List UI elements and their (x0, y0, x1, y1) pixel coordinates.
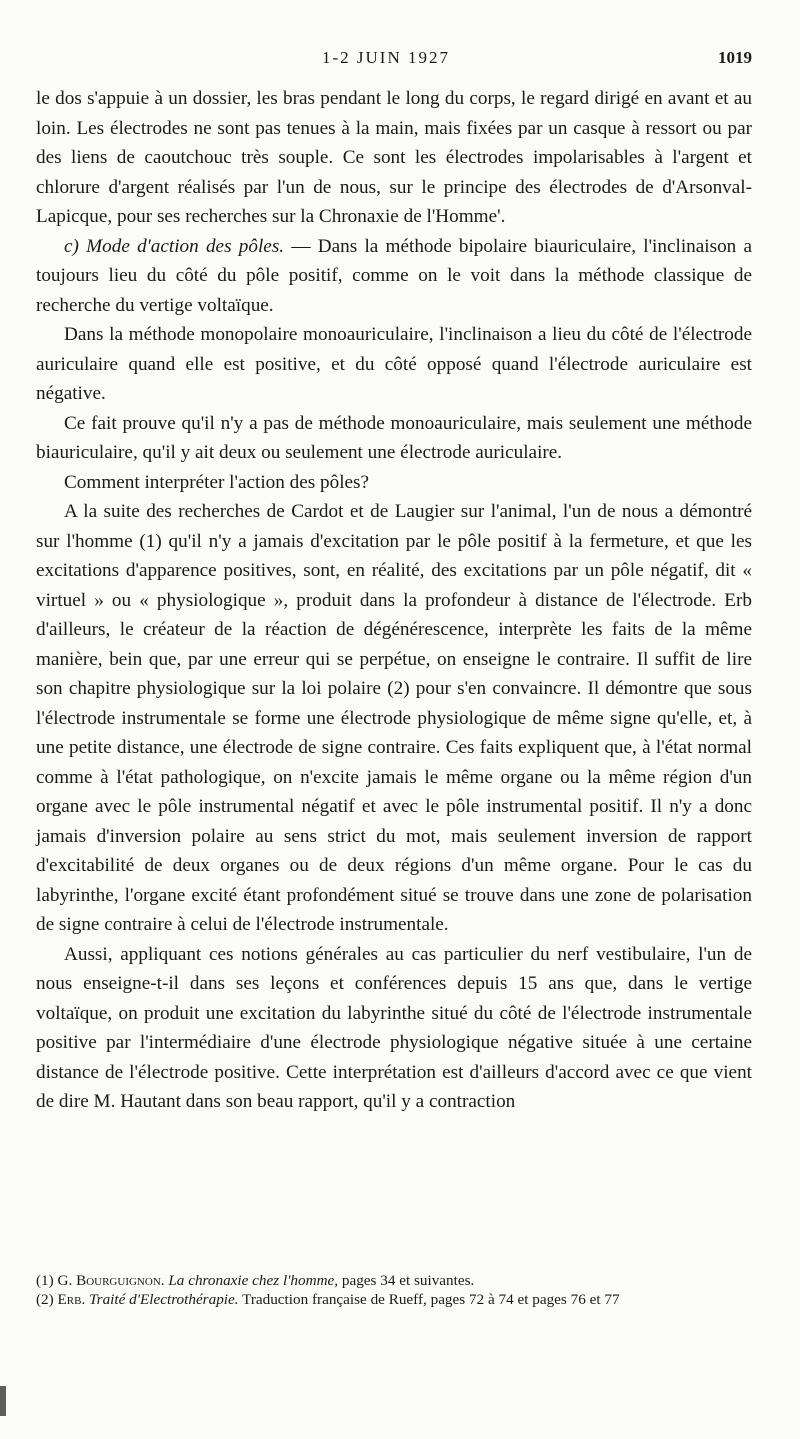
body-text (36, 84, 752, 1117)
footnote-title: Traité d'Electrothérapie. (89, 1291, 239, 1308)
section-heading: c) Mode d'action des pôles. (64, 235, 285, 257)
footnote-author: G. Bourguignon. (57, 1272, 165, 1289)
section-dash: — (291, 235, 311, 257)
scan-edge-mark (0, 1386, 6, 1416)
footnote-2 (36, 1290, 752, 1309)
paragraph-text: Dans la méthode bipolaire biauriculaire, l'inclinaison a toujours lieu du côté du pôle positif, comme on le voit dans la méthode classique de recherche du vertige voltaïque. (36, 235, 753, 316)
paragraph: le dos s'appuie à un dossier, les bras pendant le long du corps, le regard dirigé en avant et au loin. Les électrodes ne sont pas tenues à la main, mais fixées par un casque à ressort ou par des liens de caoutchouc très souple. Ce sont les électrodes impolarisables à l'argent et chlorure d'argent réalisés par l'un de nous, sur le principe des électrodes de d'Arsonval-Lapicque, pour ses recherches sur la Chronaxie de l'Homme'. (36, 88, 752, 227)
footnote-text: Traduction française de Rueff, pages 72 à 74 et pages 76 et 77 (242, 1291, 620, 1308)
paragraph: A la suite des recherches de Cardot et de Laugier sur l'animal, l'un de nous a démontré sur l'homme (1) qu'il n'y a jamais d'excitation par le pôle positif à la fermeture, et que les excitations d'apparence positives, sont, en réalité, des excitations par un pôle négatif, dit « virtuel » ou « physiologique », produit dans la profondeur à distance de l'électrode. Erb d'ailleurs, le créateur de la réaction de dégénérescence, interprète les faits de la même manière, bein que, par une erreur qui se perpétue, on enseigne le contraire. Il suffit de lire son chapitre physiologique sur la loi polaire (2) pour s'en convaincre. Il démontre que sous l'électrode instrumentale se forme une électrode physiologique de même signe qu'elle, et, à une petite distance, une électrode de signe contraire. Ces faits expliquent que, à l'état normal comme à l'état pathologique, on n'excite jamais le même organe ou la même région d'un organe avec le pôle instrumental négatif et avec le pôle instrumental positif. Il n'y a donc jamais d'inversion polaire au sens strict du mot, mais seulement inversion de rapport d'excitabilité de deux organes ou de deux régions d'un même organe. Pour le cas du labyrinthe, l'organe excité étant profondément situé se trouve dans une zone de polarisation de signe contraire à celui de l'électrode instrumentale. (36, 501, 752, 935)
footnote-author: Erb. (57, 1291, 86, 1308)
paragraph: Dans la méthode monopolaire monoauriculaire, l'inclinaison a lieu du côté de l'électrode auriculaire quand elle est positive, et du côté opposé quand l'électrode auriculaire est négative. (36, 324, 752, 404)
paragraph: Comment interpréter l'action des pôles? (64, 471, 370, 493)
paragraph-section-c (36, 232, 752, 321)
footnote-marker: (2) (36, 1291, 54, 1308)
paragraph: Aussi, appliquant ces notions générales au cas particulier du nerf vestibulaire, l'un de nous enseigne-t-il dans ses leçons et conférences depuis 15 ans que, dans le vertige voltaïque, on produit une excitation du labyrinthe situé du côté de l'électrode instrumentale positive par l'intermédiaire d'une électrode physiologique négative située à une certaine distance de l'électrode positive. Cette interprétation est d'ailleurs d'accord avec ce que vient de dire M. Hautant dans son beau rapport, qu'il y a contraction (36, 943, 752, 1112)
footnotes (36, 1271, 752, 1309)
running-header (0, 48, 800, 72)
footnote-text: pages 34 et suivantes. (341, 1272, 475, 1289)
page-number: 1019 (718, 48, 752, 67)
header-date: 1-2 JUIN 1927 (322, 48, 450, 67)
footnote-title: La chronaxie chez l'homme, (168, 1272, 339, 1289)
footnote-marker: (1) (36, 1272, 54, 1289)
paragraph: Ce fait prouve qu'il n'y a pas de méthode monoauriculaire, mais seulement une méthode biauriculaire, qu'il y ait deux ou seulement une électrode auriculaire. (36, 412, 752, 463)
footnote-1 (36, 1271, 752, 1290)
